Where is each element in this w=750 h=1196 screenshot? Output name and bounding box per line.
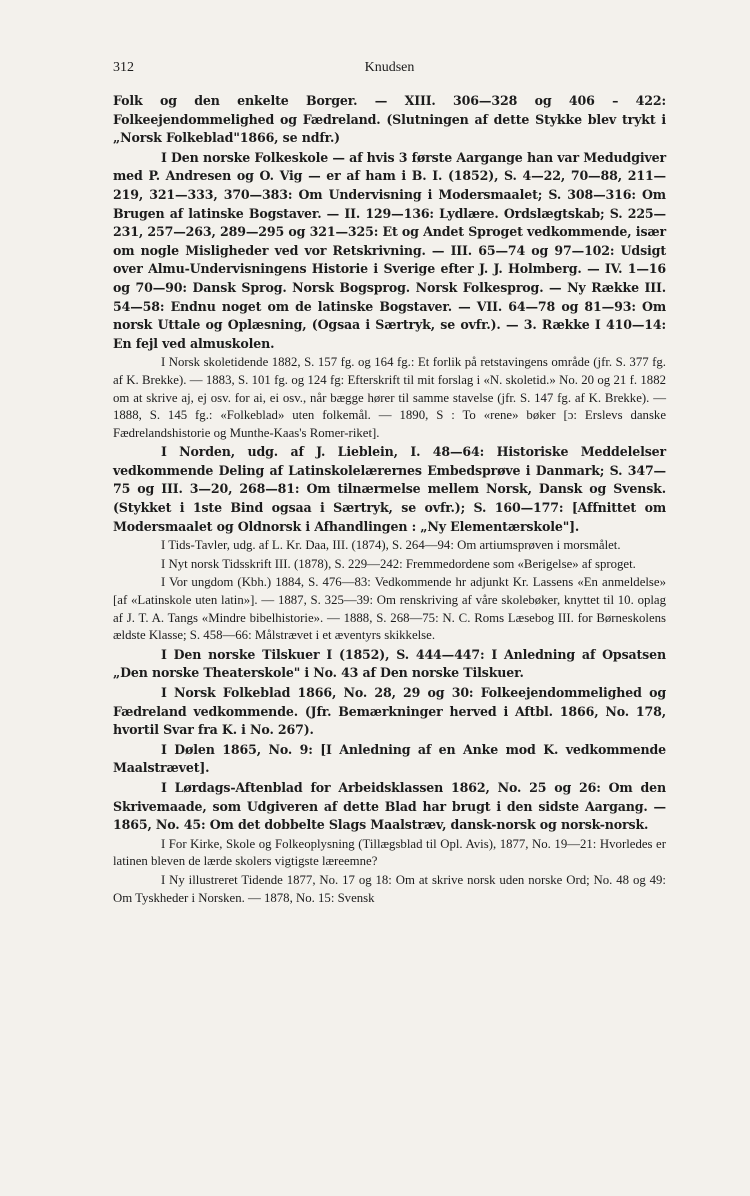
paragraph-vor-ungdom: I Vor ungdom (Kbh.) 1884, S. 476—83: Vedkommende hr adjunkt Kr. Lassens «En anmeldelse» [af «Latinskole uten latin»]. — 1887, S. 325—39: Om renskriving af våre skolebøker, knyttet til 10. oplag af J. T. A. Tangs «Mindre bibelhistorie». — 1888, S. 268—75: N. C. Roms Læsebog III. for Børneskolens ældste Klasse; S. 458—66: Målstrævet i et æventyrs skikkelse. [113,575,666,643]
page-number: 312 [113,60,134,75]
running-title: Knudsen [364,60,415,75]
paragraph-norsk-folkeblad: I Norsk Folkeblad 1866, No. 28, 29 og 30: Folkeejendommelighed og Fædreland vedkommende. (Jfr. Bemærkninger herved i Aftbl. 1866, No. 178, hvortil Svar fra K. i No. 267). [113,685,666,738]
paragraph-norske-tilskuer: I Den norske Tilskuer I (1852), S. 444—447: I Anledning af Opsatsen „Den norske Theaterskole" i No. 43 af Den norske Tilskuer. [113,646,666,681]
paragraph-ny-illustreret-tidende: I Ny illustreret Tidende 1877, No. 17 og 18: Om at skrive norsk uden norske Ord; No. 48 og 49: Om Tyskheder i Norsken. — 1878, No. 15: Svensk [113,872,666,905]
paragraph-lordags-aftenblad: I Lørdags-Aftenblad for Arbeidsklassen 1862, No. 25 og 26: Om den Skrivemaade, som Udgiveren af dette Blad har brugt i den sidste Aargang. — 1865, No. 45: Om det dobbelte Slags Maalstræv, dansk-norsk og norsk-norsk. [113,779,666,833]
paragraph-dolen: I Dølen 1865, No. 9: [I Anledning af en Anke mod K. vedkommende Maalstrævet]. [113,741,666,776]
paragraph-kirke-skole: I For Kirke, Skole og Folkeoplysning (Tillægsblad til Opl. Avis), 1877, No. 19—21: Hvorledes er latinen bleven de lærde skolers vigtigste læreemne? [113,836,666,869]
paragraph-norsk-skoletidende: I Norsk skoletidende 1882, S. 157 fg. og 164 fg.: Et forlik på retstavingens område (jfr. S. 377 fg. af K. Brekke). — 1883, S. 101 fg. og 124 fg: Efterskrift til mit forslag i «N. skoletid.» No. 20 og 21 f. 1882 om at skrive aj, ej osv. for ai, ei osv., når bægge hører til samme stavelse (jfr. S. 147 fg. af K. Brekke). — 1888, S. 145 fg.: «Folkeblad» uten folkemål. — 1890, S : To «rene» bøker [ɔ: Erslevs danske Fædrelandshistorie og Munthe-Kaas's Romer-riket]. [113,355,666,440]
page-body [113,92,666,907]
paragraph-folk-og-borger: Folk og den enkelte Borger. — XIII. 306—328 og 406 – 422: Folkeejendommelighed og Fædreland. (Slutningen af dette Stykke blev trykt i „Norsk Folkeblad"1866, se ndfr.) [113,93,666,146]
paragraph-tids-tavler: I Tids-Tavler, udg. af L. Kr. Daa, III. (1874), S. 264—94: Om artiumsprøven i morsmålet. [161,538,621,553]
paragraph-nyt-norsk-tidsskrift: I Nyt norsk Tidsskrift III. (1878), S. 229—242: Fremmedordene som «Berigelse» af sproget. [161,556,636,571]
running-header [113,60,666,80]
paragraph-norske-folkeskole: I Den norske Folkeskole — af hvis 3 første Aargange han var Medudgiver med P. Andresen og O. Vig — er af ham i B. I. (1852), S. 4—22, 70—88, 211—219, 321—333, 370—383: Om Undervisning i Modersmaalet; S. 308—316: Om Brugen af latinske Bogstaver. — II. 129—136: Lydlære. Ordslægtskab; S. 225—231, 257—263, 289—295 og 321—325: Et og Andet Sproget vedkommende, især om nogle Misligheder ved vor Retskrivning. — III. 65—74 og 97—102: Udsigt over Almu-Undervisningens Historie i Sverige efter J. J. Holmberg. — IV. 1—16 og 70—90: Dansk Sprog. Norsk Bogsprog. Norsk Folkesprog. — Ny Række III. 54—58: Endnu noget om de latinske Bogstaver. — VII. 64—78 og 81—93: Om norsk Uttale og Oplæsning, (Ogsaa i Særtryk, se ovfr.). — 3. Række I 410—14: En fejl ved almuskolen. [113,149,666,351]
paragraph-norden: I Norden, udg. af J. Lieblein, I. 48—64: Historiske Meddelelser vedkommende Deling af Latinskolelærernes Embedsprøve i Danmark; S. 347—75 og III. 3—20, 268—81: Om tilnærmelse mellem Norsk, Dansk og Svensk. (Stykket i 1ste Bind ogsaa i Særtryk, se ovfr.); S. 160—177: [Affnittet om Modersmaalet og Oldnorsk i Afhandlingen : „Ny Elementærskole"]. [113,444,666,534]
